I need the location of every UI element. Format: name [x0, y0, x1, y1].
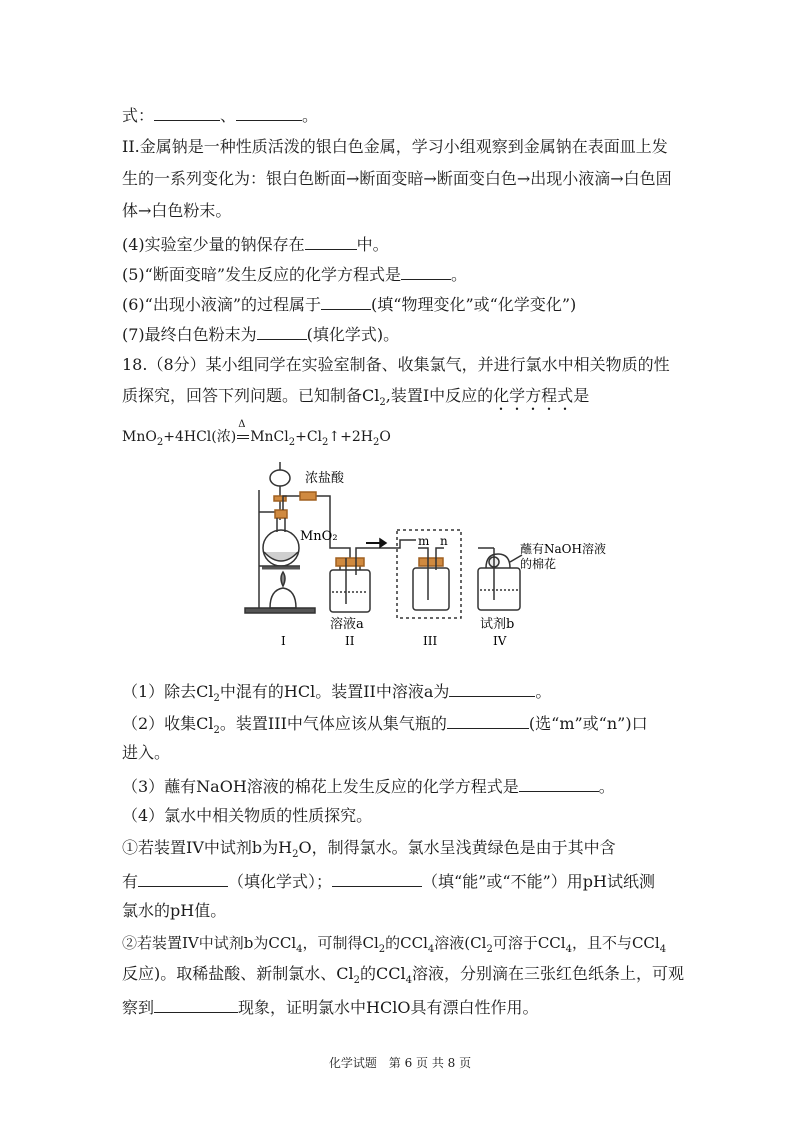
- text: （填“能”或“不能”）用pH试纸测: [422, 872, 655, 891]
- subscript: 2: [379, 397, 386, 409]
- text: ↑+2H: [328, 429, 373, 445]
- text: 的CCl: [359, 964, 406, 983]
- label-mno2: MnO₂: [300, 529, 338, 544]
- text: 。: [598, 777, 615, 796]
- text: ,装置I中反应的: [385, 386, 494, 405]
- alcohol-lamp: [270, 588, 296, 608]
- delta-symbol: Δ: [238, 419, 246, 430]
- text: 察到: [122, 998, 155, 1017]
- label-naoh-line2: 的棉花: [520, 557, 557, 571]
- text: 有: [122, 872, 139, 891]
- text-line: 进入。: [122, 743, 171, 762]
- label-hcl: 浓盐酸: [305, 471, 345, 486]
- question-4-header: （4）氯水中相关物质的性质探究。: [122, 806, 373, 825]
- text: 反应)。取稀盐酸、新制氯水、Cl: [122, 964, 354, 983]
- text: 是: [573, 386, 590, 405]
- text: (选“m”或“n”)口: [528, 714, 648, 733]
- subscript: 2: [353, 975, 360, 987]
- label-solution-a: 溶液a: [330, 617, 364, 632]
- question-3: [122, 775, 615, 797]
- label-naoh-line1: 蘸有NaOH溶液: [520, 542, 606, 556]
- label-n: n: [440, 534, 448, 548]
- text: 的CCl: [385, 934, 428, 952]
- text: 可溶于CCl: [492, 934, 566, 952]
- subscript: 2: [378, 944, 386, 955]
- text-line: 体→白色粉末。: [122, 201, 232, 220]
- text: 。: [302, 106, 319, 125]
- label-reagent-b: 试剂b: [480, 617, 515, 632]
- bottle-iii: [413, 568, 449, 610]
- text: MnO: [122, 429, 157, 445]
- subscript: 2: [156, 436, 164, 448]
- funnel: [270, 470, 290, 486]
- subscript: 2: [213, 725, 220, 737]
- label-ii: II: [345, 634, 355, 648]
- text: O: [379, 429, 391, 445]
- text: 式：: [122, 106, 155, 125]
- text: 中混有的HCl。装置II中溶液a为: [219, 682, 450, 701]
- text: 现象，证明氯水中HClO具有漂白性作用。: [238, 998, 539, 1017]
- text-line: II.金属钠是一种性质活泼的银白色金属，学习小组观察到金属钠在表面皿上发: [122, 137, 668, 156]
- label-iii: III: [423, 634, 438, 648]
- text: 。: [451, 265, 468, 284]
- subscript: 2: [322, 436, 329, 448]
- text: 中。: [356, 235, 389, 254]
- text-line: [122, 933, 666, 960]
- text: 溶液，分别滴在三张红色纸条上，可观: [411, 964, 684, 983]
- text: 溶液(Cl: [434, 934, 487, 952]
- stopper: [275, 510, 287, 518]
- text: （填化学式）；: [228, 872, 333, 891]
- text-line: [122, 838, 616, 865]
- question-18-header: 18.（8分）某小组同学在实验室制备、收集氯气，并进行氯水中相关物质的性: [122, 355, 670, 374]
- text-line: [122, 964, 684, 991]
- subscript: 2: [292, 849, 299, 861]
- bottle-iv: [478, 568, 520, 610]
- text-line: [122, 996, 538, 1018]
- text: （3）蘸有NaOH溶液的棉花上发生反应的化学方程式是: [122, 777, 519, 796]
- page-number: 第 6 页 共 8 页: [388, 1056, 472, 1070]
- footer-subject: 化学试题: [328, 1056, 377, 1070]
- text: ②若装置IV中试剂b为CCl: [122, 934, 297, 952]
- subscript: 4: [427, 944, 435, 955]
- answer-blank[interactable]: [138, 870, 228, 887]
- subscript: 2: [372, 436, 380, 448]
- label-i: I: [281, 634, 286, 648]
- subscript: 2: [486, 944, 493, 955]
- label-m: m: [418, 534, 430, 548]
- subscript: 4: [659, 944, 667, 955]
- answer-blank[interactable]: [447, 712, 529, 729]
- text: +4HCl(浓): [163, 429, 237, 445]
- text: (填化学式)。: [306, 325, 400, 344]
- subscript: 4: [405, 975, 412, 987]
- text: (6)“出现小液滴”的过程属于: [122, 295, 322, 314]
- text: （1）除去Cl: [122, 682, 214, 701]
- label-iv: IV: [493, 634, 507, 648]
- text-line: 生的一系列变化为：银白色断面→断面变暗→断面变白色→出现小液滴→白色固: [122, 169, 672, 188]
- text: ①若装置IV中试剂b为H: [122, 838, 293, 857]
- subscript: 4: [296, 944, 303, 955]
- answer-blank[interactable]: [449, 680, 535, 697]
- text: 、: [220, 106, 237, 125]
- text: (5)“断面变暗”发生反应的化学方程式是: [122, 265, 402, 284]
- text: （2）收集Cl: [122, 714, 214, 733]
- text: (4)实验室少量的钠保存在: [122, 235, 305, 254]
- text: (填“物理变化”或“化学变化”): [371, 295, 577, 314]
- page-footer: [0, 1054, 800, 1071]
- text: 质探究，回答下列问题。已知制备Cl: [122, 386, 380, 405]
- text: 。: [535, 682, 552, 701]
- text: (7)最终白色粉末为: [122, 325, 257, 344]
- text: O，制得氯水。氯水呈浅黄绿色是由于其中含: [298, 838, 616, 857]
- text: MnCl: [250, 429, 289, 445]
- text: 。装置III中气体应该从集气瓶的: [219, 714, 447, 733]
- text: +Cl: [295, 429, 323, 445]
- flame: [281, 572, 285, 586]
- rubber-tube: [300, 492, 316, 500]
- subscript: 2: [288, 436, 296, 448]
- text: ，且不与CCl: [571, 934, 660, 952]
- subscript: 2: [213, 693, 220, 705]
- flow-arrow: [380, 539, 386, 547]
- question-1: [122, 680, 551, 709]
- answer-blank[interactable]: [154, 996, 238, 1013]
- text: ，可制得Cl: [302, 934, 379, 952]
- text-line: [122, 870, 655, 892]
- subscript: 4: [565, 944, 572, 955]
- question-2: [122, 712, 648, 741]
- answer-blank[interactable]: [332, 870, 422, 887]
- text-line: 氯水的pH值。: [122, 901, 227, 920]
- emphasis-text: 化学方程式: [493, 386, 574, 405]
- answer-blank[interactable]: [519, 775, 599, 792]
- bottle-ii: [330, 570, 370, 612]
